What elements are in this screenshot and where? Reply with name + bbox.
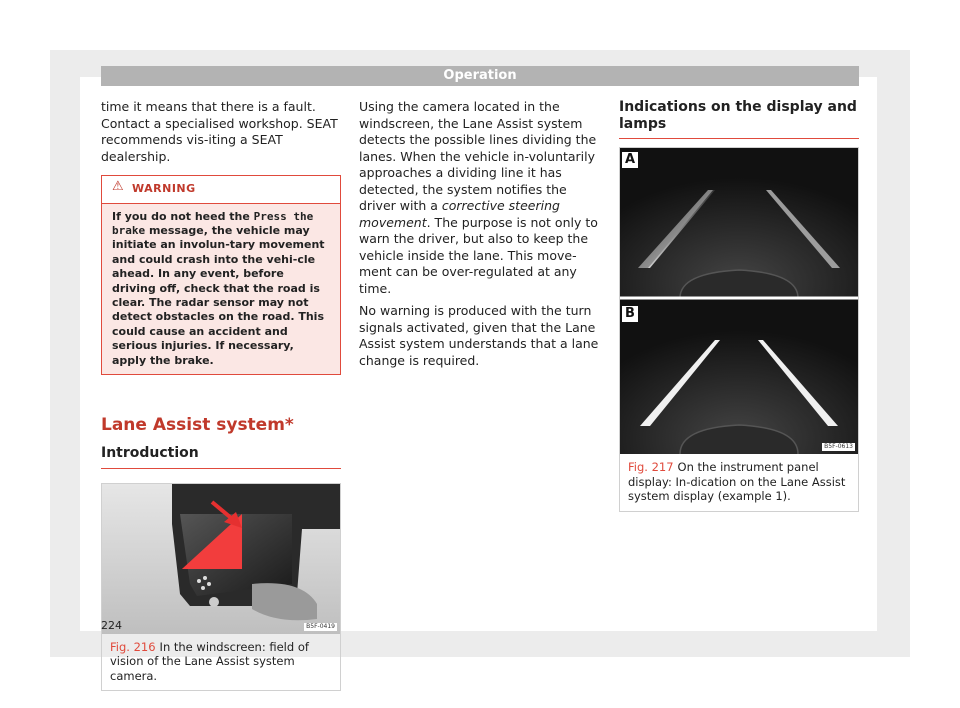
figure-217-caption xyxy=(620,454,858,511)
figure-216-image xyxy=(102,484,340,634)
p1-start: Using the camera located in the windscreen, the Lane Assist system detects the possible lines dividing the lanes. When the vehicle in-voluntarily approaches a dividing line it has detected, the system notifies the driver with a xyxy=(359,99,597,213)
panel-a-label: A xyxy=(622,152,638,168)
column-left xyxy=(101,99,341,691)
warning-text xyxy=(102,204,340,368)
figure-216 xyxy=(101,483,341,692)
figure-216-caption-text: In the windscreen: field of vision of the Lane Assist system camera. xyxy=(110,639,309,683)
figure-216-label: Fig. 216 xyxy=(110,639,156,654)
warning-triangle-icon: ⚠ xyxy=(112,179,125,194)
figure-217-label: Fig. 217 xyxy=(628,460,674,474)
subsection-title: Introduction xyxy=(101,443,341,469)
figure-217-code: B5F-0613 xyxy=(824,443,853,450)
panel-b-label: B xyxy=(622,306,638,322)
p1-italic: corrective steering movement xyxy=(359,198,560,230)
warning-box xyxy=(101,175,341,375)
lane-display-illustration xyxy=(620,148,858,454)
warning-code-message: Press the brake xyxy=(112,209,314,237)
figure-217 xyxy=(619,147,859,512)
column-right xyxy=(619,99,859,512)
figure-217-image xyxy=(620,148,858,454)
p1-end: . The purpose is not only to warn the driver, but also to keep the vehicle inside the lane. This move-ment can be over-regulated at any time. xyxy=(359,214,598,296)
column-middle xyxy=(359,99,600,375)
section-header: Operation xyxy=(101,66,859,86)
figure-216-code: B5F-0419 xyxy=(306,622,335,630)
windscreen-camera-illustration xyxy=(102,484,340,634)
indications-title: Indications on the display and lamps xyxy=(619,99,859,139)
lane-assist-paragraph-2: No warning is produced with the turn signals activated, given that the Lane Assist system understands that a lane change is required. xyxy=(359,303,599,368)
warning-text-start: If you do not heed the xyxy=(112,209,254,223)
figure-217-caption-text: On the instrument panel display: In-dication on the Lane Assist system display (example 1). xyxy=(628,460,846,503)
page-number: 224 xyxy=(101,619,122,632)
warning-header xyxy=(102,176,340,204)
warning-title: WARNING xyxy=(132,182,196,195)
intro-paragraph: time it means that there is a fault. Contact a specialised workshop. SEAT recommends vis-iting a SEAT dealership. xyxy=(101,99,338,164)
section-title: Lane Assist system* xyxy=(101,414,294,435)
warning-text-end: message, the vehicle may initiate an involun-tary movement and could crash into the vehi-cle ahead. In any event, before driving off, check that the road is clear. The radar sensor may not detect obstacles on the road. This could cause an accident and serious injuries. If necessary, apply the brake. xyxy=(112,223,325,367)
lane-assist-paragraph-1 xyxy=(359,99,600,297)
figure-216-caption xyxy=(102,634,340,691)
